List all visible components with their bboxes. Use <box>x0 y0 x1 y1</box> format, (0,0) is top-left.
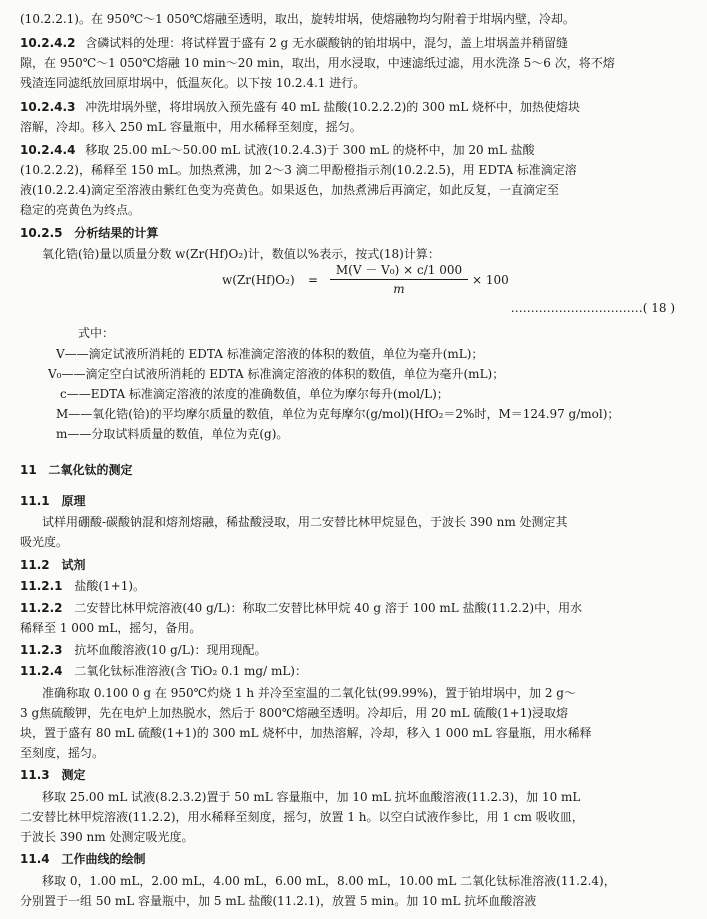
heading-title: 原理 <box>61 494 86 508</box>
clause-number: 11.2.1 <box>20 579 63 593</box>
heading-title: 测定 <box>61 768 86 782</box>
formula-18 <box>222 263 522 299</box>
heading-number: 11 <box>20 463 37 477</box>
text-line: 液(10.2.2.4)滴定至溶液由紫红色变为亮黄色。如果返色，加热煮沸后再滴定，如此反复，一直滴定至 <box>20 183 559 197</box>
text-line: 试样用硼酸-碳酸钠混和熔剂熔融，稀盐酸浸取，用二安替比林甲烷显色，于波长 390 nm 处测定其 <box>42 515 568 529</box>
heading-11-4 <box>20 851 693 867</box>
heading-number: 11.4 <box>20 852 50 866</box>
text-line: 移取 0，1.00 mL，2.00 mL，4.00 mL，6.00 mL，8.00 mL，10.00 mL 二氧化钛标准溶液(11.2.4)， <box>42 874 616 888</box>
text-line: (10.2.2.1)。在 950℃～1 050℃熔融至透明，取出，旋转坩埚，使熔融物均匀附着于坩埚内壁，冷却。 <box>20 12 575 26</box>
formula-multiplier: × 100 <box>472 273 509 287</box>
heading-11-3 <box>20 767 693 783</box>
clause-number: 10.2.4.3 <box>20 100 76 114</box>
text-line: 稀释至 1 000 mL，摇匀，备用。 <box>20 621 202 635</box>
where-item-V: V——滴定试液所消耗的 EDTA 标准滴定溶液的体积的数值，单位为毫升(mL)； <box>56 347 484 361</box>
fraction-bar <box>330 279 468 280</box>
text-line: (10.2.2.2)，稀释至 150 mL。加热煮沸，加 2～3 滴二甲酚橙指示剂(10.2.2.5)，用 EDTA 标准滴定溶 <box>20 163 577 177</box>
text-line: 溶解，冷却。移入 250 mL 容量瓶中，用水稀释至刻度，摇匀。 <box>20 120 362 134</box>
heading-11-1 <box>20 493 693 509</box>
where-item-m: m——分取试料质量的数值，单位为克(g)。 <box>56 427 289 441</box>
heading-title: 二氧化钛的测定 <box>48 463 133 477</box>
text-line: 氧化锆(铪)量以质量分数 w(Zr(Hf)O₂)计，数值以%表示，按式(18)计算： <box>42 247 440 261</box>
clause-text: 移取 25.00 mL～50.00 mL 试液(10.2.4.3)于 300 mL 的烧杯中，加 20 mL 盐酸 <box>85 143 535 157</box>
heading-number: 11.2 <box>20 558 50 572</box>
clause-number: 10.2.4.4 <box>20 143 76 157</box>
clause-number: 11.2.2 <box>20 601 63 615</box>
where-item-M: M——氧化锆(铪)的平均摩尔质量的数值，单位为克每摩尔(g/mol)(HfO₂＝2%时，M＝124.97 g/mol)； <box>56 407 620 421</box>
equation-number: ……………………………( 18 ) <box>510 301 675 315</box>
heading-title: 工作曲线的绘制 <box>61 852 146 866</box>
clause-11-2-4 <box>20 663 693 679</box>
text-line: 块，置于盛有 80 mL 硫酸(1+1)的 300 mL 烧杯中，加热溶解，冷却，移入 1 000 mL 容量瓶，用水稀释 <box>20 726 592 740</box>
heading-10-2-5 <box>20 225 693 241</box>
heading-number: 11.3 <box>20 768 50 782</box>
clause-text: 二氧化钛标准溶液(含 TiO₂ 0.1 mg/ mL)： <box>74 664 307 678</box>
clause-11-2-1 <box>20 578 693 594</box>
heading-11 <box>20 462 693 478</box>
formula-denominator: m <box>393 282 405 296</box>
clause-number: 11.2.4 <box>20 664 63 678</box>
where-item-V0: V₀——滴定空白试液所消耗的 EDTA 标准滴定溶液的体积的数值，单位为毫升(mL)； <box>48 367 505 381</box>
formula-equals: = <box>308 273 319 287</box>
clause-number: 11.2.3 <box>20 643 63 657</box>
text-line: 移取 25.00 mL 试液(8.2.3.2)置于 50 mL 容量瓶中，加 10 mL 抗坏血酸溶液(11.2.3)，加 10 mL <box>42 790 581 804</box>
formula-numerator: M(V － V₀) × c/1 000 <box>335 263 463 277</box>
clause-text: 抗坏血酸溶液(10 g/L)：现用现配。 <box>74 643 267 657</box>
text-line: 分别置于一组 50 mL 容量瓶中，加 5 mL 盐酸(11.2.1)，放置 5 min。加 10 mL 抗坏血酸溶液 <box>20 894 537 908</box>
heading-title: 分析结果的计算 <box>74 226 159 240</box>
text-line: 二安替比林甲烷溶液(11.2.2)，用水稀释至刻度，摇匀，放置 1 h。以空白试液作参比，用 1 cm 吸收皿， <box>20 810 584 824</box>
text-line: 吸光度。 <box>20 535 69 549</box>
text-line: 准确称取 0.100 0 g 在 950℃灼烧 1 h 并冷至室温的二氧化钛(99.99%)，置于铂坩埚中，加 2 g～ <box>42 686 576 700</box>
heading-title: 试剂 <box>61 558 86 572</box>
clause-10-2-4-4 <box>20 142 693 158</box>
clause-10-2-4-3 <box>20 99 693 115</box>
heading-11-2 <box>20 557 693 573</box>
clause-11-2-3 <box>20 642 693 658</box>
text-line: 稳定的亮黄色为终点。 <box>20 203 141 217</box>
text-line: 隙，在 950℃～1 050℃熔融 10 min～20 min，取出，用水浸取，中速滤纸过滤，用水洗涤 5～6 次，将不熔 <box>20 56 615 70</box>
clause-number: 10.2.4.2 <box>20 36 76 50</box>
clause-11-2-2 <box>20 600 693 616</box>
clause-text: 盐酸(1+1)。 <box>74 579 146 593</box>
text-line: 3 g焦硫酸钾，先在电炉上加热脱水，然后于 800℃熔融至透明。冷却后，用 20 mL 硫酸(1+1)浸取熔 <box>20 706 569 720</box>
text-line: 至刻度，摇匀。 <box>20 746 105 760</box>
clause-text: 冲洗坩埚外壁，将坩埚放入预先盛有 40 mL 盐酸(10.2.2.2)的 300 mL 烧杯中，加热使熔块 <box>85 100 581 114</box>
clause-10-2-4-2 <box>20 35 693 51</box>
heading-number: 10.2.5 <box>20 226 63 240</box>
text-line: 式中： <box>78 326 115 340</box>
formula-lhs: w(Zr(Hf)O₂) <box>222 273 295 287</box>
clause-text: 二安替比林甲烷溶液(40 g/L)：称取二安替比林甲烷 40 g 溶于 100 mL 盐酸(11.2.2)中，用水 <box>74 601 583 615</box>
text-line: 残渣连同滤纸放回原坩埚中，低温灰化。以下按 10.2.4.1 进行。 <box>20 76 366 90</box>
clause-text: 含磷试料的处理：将试样置于盛有 2 g 无水碳酸钠的铂坩埚中，混匀，盖上坩埚盖并稍留缝 <box>85 36 569 50</box>
where-item-c: c——EDTA 标准滴定溶液的浓度的准确数值，单位为摩尔每升(mol/L)； <box>60 387 449 401</box>
heading-number: 11.1 <box>20 494 50 508</box>
formula-fraction <box>330 263 468 297</box>
text-line: 于波长 390 nm 处测定吸光度。 <box>20 830 194 844</box>
